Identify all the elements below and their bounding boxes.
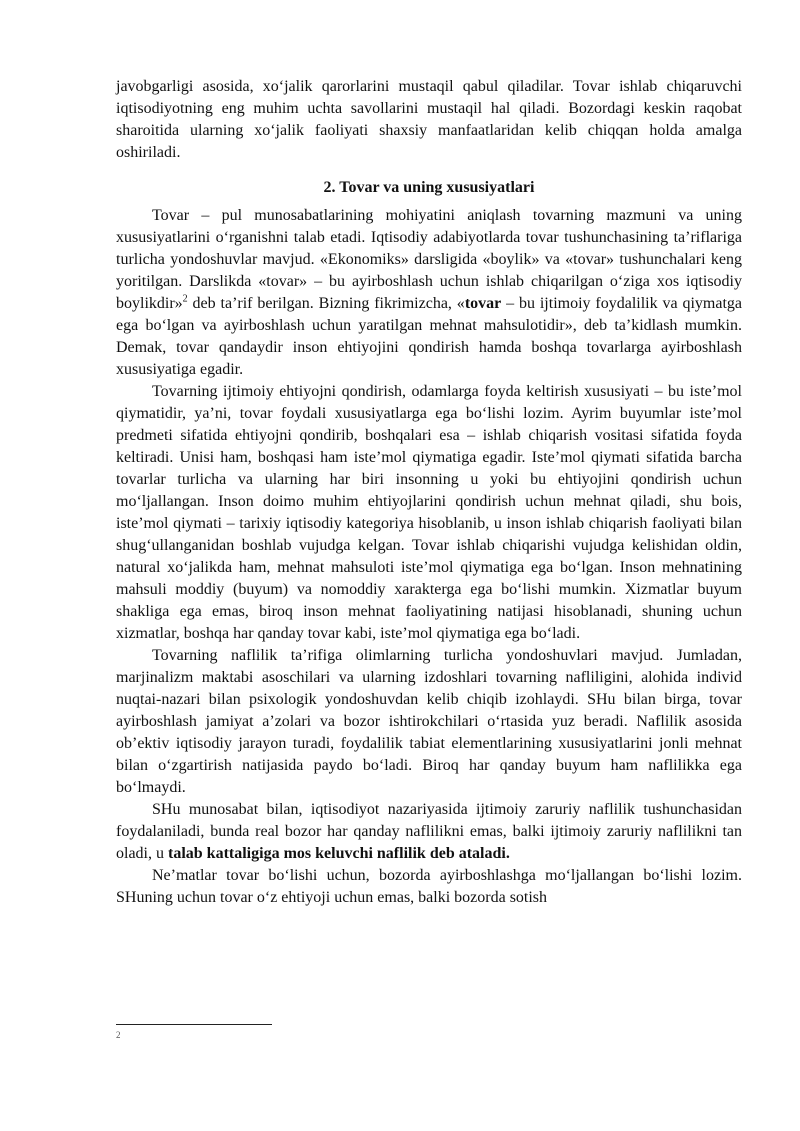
footnote-area: [116, 1024, 742, 1041]
paragraph-text: SHu munosabat bilan, iqtisodiyot nazariyasida ijtimoiy zaruriy naflilik tushunchasidan foydalaniladi, bunda real bozor har qanday naflilikni emas, balki ijtimoiy zaruriy naflilikni tan oladi, u: [116, 801, 742, 862]
footnote-separator: [116, 1024, 272, 1025]
bold-phrase: talab kattaligiga mos keluvchi naflilik deb ataladi.: [168, 845, 510, 862]
paragraph-tovar-definition: [116, 205, 742, 381]
paragraph-text: deb ta’rif berilgan. Bizning fikrimizcha, «: [187, 295, 465, 312]
paragraph-use-value: Tovarning ijtimoiy ehtiyojni qondirish, odamlarga foyda keltirish xususiyati – bu iste’mol qiymatidir, ya’ni, tovar foydali xususiyatlarga ega bo‘lishi lozim. Ayrim buyumlar iste’mol predmeti sifatida ehtiyojni qondirib, boshqalari esa – ishlab chiqarish vositasi sifatida foyda keltiradi. Unisi ham, boshqasi ham iste’mol qiymatiga egadir. Iste’mol qiymati sifatida barcha tovarlar turlicha va ularning har biri insonning u yoki bu ehtiyojini qondirish uchun mo‘ljallangan. Inson doimo muhim ehtiyojlarini qondirish uchun mehnat qiladi, shu bois, iste’mol qiymati – tarixiy iqtisodiy kategoriya hisoblanib, u inson ishlab chiqarish faoliyati bilan shug‘ullanganidan boshlab vujudga kelgan. Tovar ishlab chiqarishi vujudga kelishidan oldin, natural xo‘jalikda ham, mehnat mahsuloti iste’mol qiymatiga ega bo‘lgan. Inson mehnatining mahsuli moddiy (buyum) va nomoddiy xarakterga ega bo‘lishi mumkin. Xizmatlar buyum shakliga ega emas, biroq inson mehnat faoliyatining natijasi hisoblanadi, shuning uchun xizmatlar, boshqa har qanday tovar kabi, iste’mol qiymatiga ega bo‘ladi.: [116, 383, 742, 642]
paragraph-utility: Tovarning naflilik ta’rifiga olimlarning turlicha yondoshuvlari mavjud. Jumladan, marjinalizm maktabi asoschilari va ularning izdoshlari tovarning nafliligini, alohida individ nuqtai-nazari bilan psixologik yondoshuvdan kelib chiqib izohlaydi. SHu bilan birga, tovar ayirboshlash jamiyat a’zolari va bozor ishtirokchilari o‘rtasida yuz beradi. Naflilik asosida ob’ektiv iqtisodiy jarayon turadi, foydalilik tabiat elementlarining xususiyatlarini jonli mehnat bilan o‘zgartirish natijasida paydo bo‘ladi. Biroq har qanday buyum ham naflilikka ega bo‘lmaydi.: [116, 647, 742, 796]
footnote-reference[interactable]: 2: [182, 293, 188, 305]
paragraph-continuation: javobgarligi asosida, xo‘jalik qarorlarini mustaqil qabul qiladilar. Tovar ishlab chiqaruvchi iqtisodiyotning eng muhim uchta savollarini mustaqil hal qiladi. Bozordagi keskin raqobat sharoitida ularning xo‘jalik faoliyati shaxsiy manfaatlaridan kelib chiqqan holda amalga oshiriladi.: [116, 78, 742, 161]
paragraph-goods-exchange: Ne’matlar tovar bo‘lishi uchun, bozorda ayirboshlashga mo‘ljallangan bo‘lishi lozim. SHuning uchun tovar o‘z ehtiyoji uchun emas, balki bozorda sotish: [116, 867, 742, 906]
paragraph-social-utility: [116, 799, 742, 865]
paragraph-text: – bu ijtimoiy foydalilik va qiymatga ega bo‘lgan va ayirboshlash uchun yaratilgan mehnat mahsulotidir», deb ta’kidlash mumkin. Demak, tovar qandaydir inson ehtiyojini qondirish hamda boshqa tovarlarga ayirboshlash xususiyatiga egadir.: [116, 295, 742, 378]
section-heading: 2. Tovar va uning xususiyatlari: [323, 179, 535, 196]
document-page: [116, 76, 742, 909]
footnote-number: 2: [116, 1030, 121, 1040]
paragraph-text: Tovar – pul munosabatlarining mohiyatini aniqlash tovarning mazmuni va uning xususiyatlarini o‘rganishni talab etadi. Iqtisodiy adabiyotlarda tovar tushunchasining ta’riflariga turlicha yondoshuvlar mavjud. «Ekonomiks» darsligida «boylik» va «tovar» tushunchalari keng yoritilgan. Darslikda «tovar» – bu ayirboshlash uchun ishlab chiqarilgan o‘ziga xos iqtisodiy boylikdir»: [116, 207, 742, 312]
bold-term: tovar: [464, 295, 502, 312]
